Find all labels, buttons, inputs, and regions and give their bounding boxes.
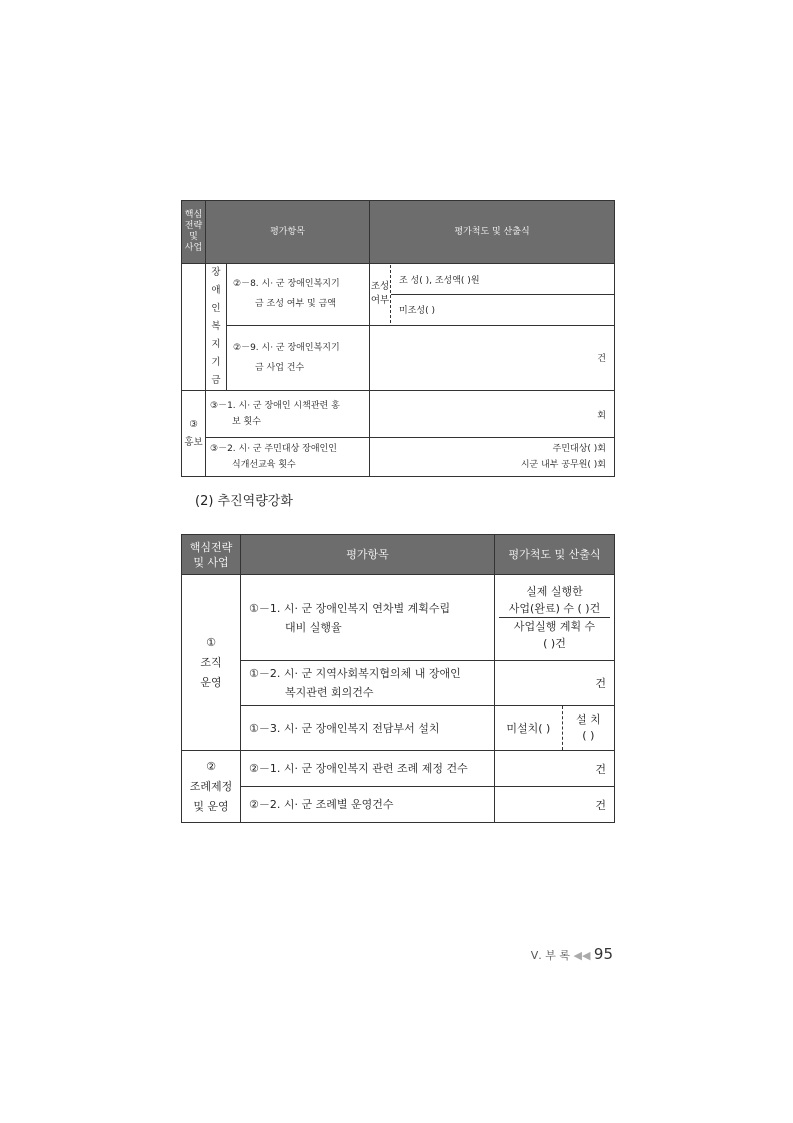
item-1-1-line1: ①－1. 시· 군 장애인복지 연차별 계획수립 bbox=[249, 601, 451, 615]
group-promo-label: ③ 홍보 bbox=[182, 391, 206, 477]
measure-3-2 bbox=[370, 438, 615, 477]
strategy-cell-empty bbox=[182, 264, 206, 391]
fraction-numerator bbox=[499, 583, 610, 618]
evaluation-table-1 bbox=[181, 200, 615, 477]
group-fund-label: 장 애 인 복 지 기 금 bbox=[206, 264, 227, 391]
header-item: 평가항목 bbox=[206, 201, 370, 264]
measure-1-1-fraction bbox=[495, 575, 615, 661]
item-3-2 bbox=[206, 438, 370, 477]
item-2-2: ②－2. 시· 군 조례별 운영건수 bbox=[241, 787, 495, 823]
option-mijos: 미조성( ) bbox=[391, 294, 614, 324]
measure-1-2: 건 bbox=[495, 661, 615, 706]
item-3-2-line2: 식개선교육 횟수 bbox=[232, 460, 296, 470]
item-1-2-line1: ①－2. 시· 군 지역사회복지협의체 내 장애인 bbox=[249, 667, 461, 680]
jos-label: 조성 여부 bbox=[370, 265, 391, 323]
item-2-8-line1: ②－8. 시· 군 장애인복지기 bbox=[233, 279, 340, 290]
option-installed-line2: ( ) bbox=[582, 729, 595, 742]
footer-arrows-icon: ◀◀ bbox=[573, 949, 591, 962]
item-3-2-line1: ③－2. 시· 군 주민대상 장애인인 bbox=[210, 444, 337, 454]
page-footer bbox=[0, 945, 613, 963]
measure-3-2-line1: 주민대상( )회 bbox=[552, 444, 606, 454]
option-installed bbox=[563, 706, 614, 750]
measure-2-9: 건 bbox=[370, 325, 615, 390]
option-uninstalled: 미설치( ) bbox=[495, 706, 563, 750]
t2-header-strategy: 핵심전략 및 사업 bbox=[182, 535, 241, 575]
group-ordinance-label: ② 조례제정 및 운영 bbox=[182, 751, 241, 823]
item-1-2-line2: 복지관련 회의건수 bbox=[285, 686, 374, 699]
fraction-denominator bbox=[499, 618, 610, 652]
measure-3-2-line2: 시군 내부 공무원( )회 bbox=[520, 460, 606, 470]
item-2-1: ②－1. 시· 군 장애인복지 관련 조례 제정 건수 bbox=[241, 751, 495, 787]
item-3-1 bbox=[206, 391, 370, 438]
denominator-line2: ( )건 bbox=[543, 637, 566, 650]
option-jos: 조 성( ), 조성액( )원 bbox=[399, 276, 480, 287]
page-number: 95 bbox=[593, 945, 613, 963]
item-2-8-line2: 금 조성 여부 및 금액 bbox=[255, 299, 336, 310]
t2-header-measure: 평가척도 및 산출식 bbox=[495, 535, 615, 575]
numerator-line2: 사업(완료) 수 ( )건 bbox=[508, 602, 601, 615]
item-3-1-line2: 보 횟수 bbox=[232, 417, 261, 427]
denominator-line1: 사업실행 계획 수 bbox=[513, 620, 596, 633]
measure-2-1: 건 bbox=[495, 751, 615, 787]
item-2-9-line1: ②－9. 시· 군 장애인복지기 bbox=[233, 342, 340, 353]
group-org-label: ① 조직 운영 bbox=[182, 575, 241, 751]
t2-header-item: 평가항목 bbox=[241, 535, 495, 575]
header-strategy: 핵심 전략 및 사업 bbox=[182, 201, 206, 264]
item-1-3: ①－3. 시· 군 장애인복지 전담부서 설치 bbox=[241, 706, 495, 751]
measure-1-3 bbox=[495, 706, 615, 751]
evaluation-table-2 bbox=[181, 534, 615, 823]
item-3-1-line1: ③－1. 시· 군 장애인 시책관련 홍 bbox=[210, 401, 340, 411]
item-2-9 bbox=[227, 325, 370, 390]
footer-section: Ⅴ. 부 록 bbox=[530, 949, 570, 962]
item-1-1 bbox=[241, 575, 495, 661]
item-1-2 bbox=[241, 661, 495, 706]
section-heading: (2) 추진역량강화 bbox=[195, 494, 293, 509]
item-2-8 bbox=[227, 264, 370, 326]
measure-2-2: 건 bbox=[495, 787, 615, 823]
numerator-line1: 실제 실행한 bbox=[526, 585, 583, 598]
measure-3-1: 회 bbox=[370, 391, 615, 438]
measure-2-8 bbox=[370, 264, 615, 326]
item-2-9-line2: 금 사업 건수 bbox=[255, 362, 305, 373]
item-1-1-line2: 대비 실행율 bbox=[285, 620, 342, 634]
header-measure: 평가척도 및 산출식 bbox=[370, 201, 615, 264]
option-installed-line1: 설 치 bbox=[575, 713, 601, 726]
